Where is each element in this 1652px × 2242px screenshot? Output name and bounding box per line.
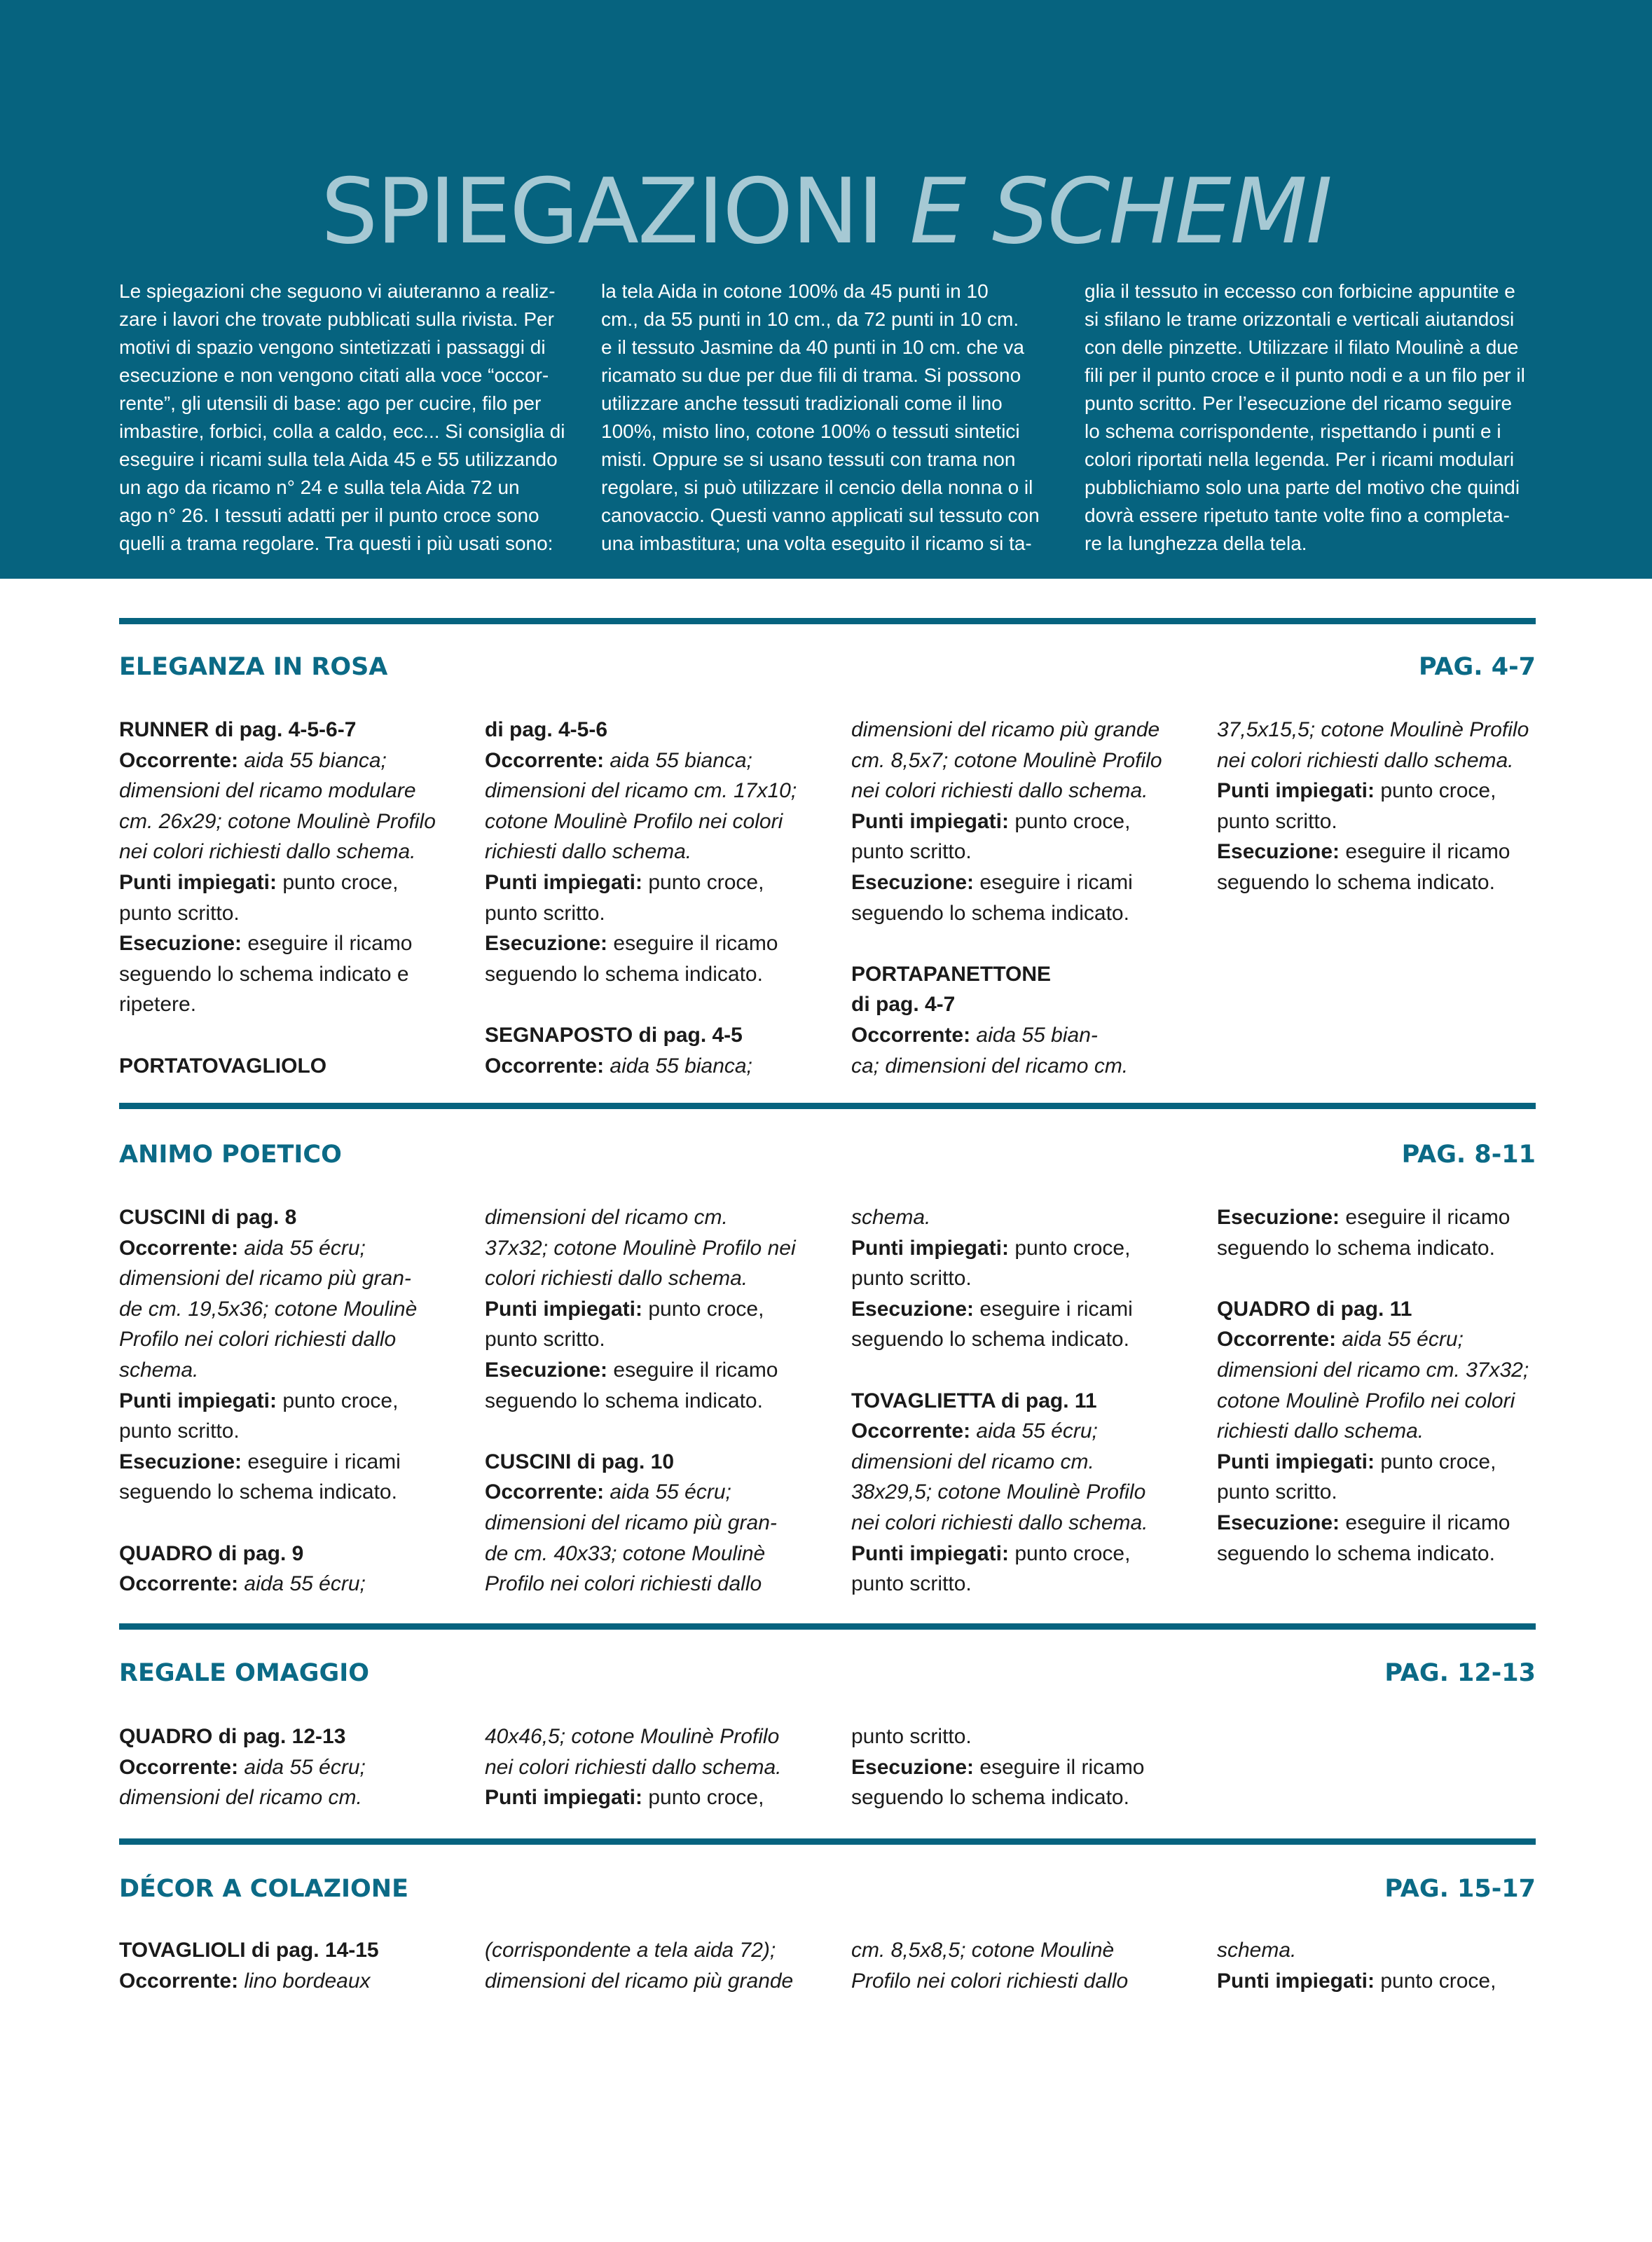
item-paragraph [119,1569,462,1600]
item-paragraph [851,867,1195,928]
section-column [1217,715,1560,898]
item-paragraph [1217,715,1560,776]
item-heading: QUADRO di pag. 11 [1217,1297,1412,1321]
field-label: Punti impiegati: [851,1541,1009,1565]
item-paragraph [851,1416,1195,1538]
item-paragraph [851,806,1195,867]
item-heading: di pag. 4-5-6 [485,718,608,741]
item-paragraph [119,928,462,1020]
item-paragraph [119,1752,462,1813]
section-column [851,715,1195,1081]
page-title [0,160,1652,265]
item-heading: PORTAPANETTONE di pag. 4-7 [851,962,1052,1017]
field-label: Esecuzione: [851,1755,975,1779]
item-paragraph [485,1051,828,1082]
section-column [1217,1202,1560,1569]
field-value: (corrispondente a tela aida 72); dimensioni del ricamo più grande [485,1939,794,1993]
field-label: Punti impiegati: [1217,779,1375,803]
intro-column-3: glia il tessuto in eccesso con forbicine appuntite e si sfilano le trame orizzontali e verticali aiutandosi con delle pinzette. Utilizzare il filato Moulinè a due fili per il punto croce e il punto nodi e a un filo per il punto scritto. Per l’esecuzione del ricamo seguire lo schema corrispondente, rispettando i punti e i colori riportati nella legenda. Per i ricami modulari pubblichiamo solo una parte del motivo che quindi dovrà essere ripetuto tante volte fino a completa- re la lunghezza della tela. [1085,280,1525,554]
spacer [485,1416,828,1447]
field-label: Punti impiegati: [485,870,642,894]
field-value: punto croce, punto scritto. [851,809,1131,864]
section-column [119,1935,462,1996]
field-value: punto croce, punto scritto. [485,1297,764,1352]
field-value: aida 55 écru; dimensioni del ricamo cm. [119,1755,366,1810]
section-page-ref: PAG. 12-13 [1384,1659,1536,1687]
field-value: aida 55 écru; dimensioni del ricamo cm. 37x32; cotone Moulinè Profilo nei colori richiesti dallo schema. [1217,1328,1529,1443]
field-label: Punti impiegati: [851,809,1009,833]
item-heading: RUNNER di pag. 4-5-6-7 [119,718,357,741]
section-column [851,1721,1195,1813]
field-value: aida 55 écru; dimensioni del ricamo più gran- de cm. 40x33; cotone Moulinè Profilo nei colori richiesti dallo [485,1480,777,1596]
section-divider [119,1623,1536,1630]
item-heading: QUADRO di pag. 9 [119,1541,304,1565]
intro-column-1: Le spiegazioni che seguono vi aiuteranno a realiz- zare i lavori che trovate pubblicati sulla rivista. Per motivi di spazio vengono sintetizzati i passaggi di esecuzione e non vengono citati alla voce “occor- rente”, gli utensili di base: ago per cucire, filo per imbastire, forbici, colla a caldo, ecc... Si consiglia di eseguire i ricami sulla tela Aida 45 e 55 utilizzando un ago da ricamo n° 24 e sulla tela Aida 72 un ago n° 26. I tessuti adatti per il punto croce sono quelli a trama regolare. Tra questi i più usati sono: [119,280,565,554]
section-column [851,1202,1195,1600]
item-paragraph [119,1233,462,1386]
item-heading: TOVAGLIOLI di pag. 14-15 [119,1939,379,1962]
field-value: aida 55 écru; [238,1572,366,1596]
field-label: Occorrente: [119,1236,239,1260]
section-title: ANIMO POETICO [119,1141,342,1169]
title-strong: SPIEGAZIONI [321,160,883,264]
spacer [485,989,828,1020]
field-value: lino bordeaux [238,1969,371,1993]
field-value: dimensioni del ricamo cm. 37x32; cotone Moulinè Profilo nei colori richiesti dallo schema. [485,1206,796,1291]
section-title: REGALE OMAGGIO [119,1659,369,1687]
item-paragraph [851,1935,1195,1996]
item-paragraph [851,1202,1195,1233]
field-value: eseguire il ricamo seguendo lo schema indicato. [485,932,778,986]
field-label: Punti impiegati: [1217,1450,1375,1473]
item-paragraph [119,745,462,867]
item-paragraph [851,1233,1195,1294]
section-title: DÉCOR A COLAZIONE [119,1875,408,1903]
item-paragraph [485,1721,828,1782]
field-label: Punti impiegati: [485,1297,642,1321]
section-column [485,1935,828,1996]
section-column [1217,1935,1560,1996]
item-heading: TOVAGLIETTA di pag. 11 [851,1389,1097,1412]
item-paragraph [851,715,1195,806]
field-value: aida 55 bian- ca; dimensioni del ricamo cm. [851,1023,1129,1078]
section-divider [119,618,1536,624]
spacer [851,1355,1195,1386]
field-label: Punti impiegati: [485,1786,642,1810]
field-label: Punti impiegati: [119,1389,277,1412]
spacer [851,928,1195,959]
item-heading: CUSCINI di pag. 8 [119,1206,297,1229]
field-label: Esecuzione: [1217,1511,1340,1534]
section-page-ref: PAG. 8-11 [1401,1141,1536,1169]
field-label: Occorrente: [485,1054,605,1078]
field-label: Occorrente: [485,1480,605,1504]
field-value: eseguire il ricamo seguendo lo schema indicato. [1217,1511,1510,1565]
field-value: dimensioni del ricamo più grande cm. 8,5x7; cotone Moulinè Profilo nei colori richiesti dallo schema. [851,718,1162,803]
item-paragraph [485,1782,828,1813]
field-value: eseguire il ricamo seguendo lo schema indicato. [485,1358,778,1412]
field-label: Punti impiegati: [1217,1969,1375,1993]
spacer [119,1508,462,1539]
section-title: ELEGANZA IN ROSA [119,653,388,681]
field-value: punto croce, punto scritto. [851,1236,1131,1291]
field-label: Esecuzione: [485,932,608,956]
spacer [119,1020,462,1051]
item-paragraph [851,1294,1195,1355]
spacer [1217,1263,1560,1294]
field-value: cm. 8,5x8,5; cotone Moulinè Profilo nei colori richiesti dallo [851,1939,1129,1993]
field-value: eseguire il ricamo seguendo lo schema indicato. [851,1755,1145,1810]
field-value: eseguire il ricamo seguendo lo schema indicato. [1217,840,1510,894]
field-value: aida 55 écru; dimensioni del ricamo cm. 38x29,5; cotone Moulinè Profilo nei colori richiesti dallo schema. [851,1419,1148,1534]
field-value: punto croce, [1375,1969,1496,1993]
item-heading: CUSCINI di pag. 10 [485,1450,675,1473]
item-paragraph [485,928,828,989]
intro-column-2: la tela Aida in cotone 100% da 45 punti in 10 cm., da 55 punti in 10 cm., da 72 punti in 10 cm. e il tessuto Jasmine da 40 punti in 10 cm. che va ricamato su due per due fili di trama. Si possono utilizzare anche tessuti tradizionali come il lino 100%, misto lino, cotone 100% o tessuti sintetici misti. Oppure se si usano tessuti con trama non regolare, si può utilizzare il cencio della nonna o il canovaccio. Questi vanno applicati sul tessuto con una imbastitura; una volta eseguito il ricamo si ta- [601,280,1040,554]
section-column [119,1721,462,1813]
section-column [485,1721,828,1813]
item-paragraph [851,1020,1195,1081]
item-heading: PORTATOVAGLIOLO [119,1054,327,1078]
item-paragraph [485,1477,828,1599]
field-value: schema. [1217,1939,1297,1962]
item-paragraph [1217,1447,1560,1508]
field-value: eseguire i ricami seguendo lo schema indicato. [851,870,1133,925]
item-paragraph [485,745,828,867]
field-label: Punti impiegati: [119,870,277,894]
item-paragraph [1217,1202,1560,1263]
field-label: Esecuzione: [1217,1206,1340,1229]
field-value: eseguire il ricamo seguendo lo schema indicato. [1217,1206,1510,1260]
section-column [851,1935,1195,1996]
field-value: aida 55 bianca; dimensioni del ricamo cm. 17x10; cotone Moulinè Profilo nei colori richiesti dallo schema. [485,748,797,864]
section-column [485,715,828,1081]
item-paragraph [1217,1966,1560,1997]
field-label: Esecuzione: [119,1450,242,1473]
item-paragraph [485,1355,828,1416]
title-light: E SCHEMI [909,160,1331,264]
field-label: Punti impiegati: [851,1236,1009,1260]
field-value: punto croce, punto scritto. [119,1389,399,1443]
field-value: eseguire il ricamo seguendo lo schema indicato e ripetere. [119,932,413,1017]
field-value: punto croce, punto scritto. [485,870,764,925]
header-banner [0,0,1652,579]
item-paragraph [485,1294,828,1355]
field-value: 40x46,5; cotone Moulinè Profilo nei colori richiesti dallo schema. [485,1725,782,1779]
field-label: Occorrente: [119,1969,239,1993]
item-paragraph [1217,837,1560,898]
item-paragraph [1217,776,1560,837]
item-paragraph [1217,1935,1560,1966]
field-label: Occorrente: [119,1755,239,1779]
item-paragraph [851,1539,1195,1600]
field-label: Occorrente: [851,1023,971,1047]
item-heading: SEGNAPOSTO di pag. 4-5 [485,1023,743,1047]
field-value: aida 55 bianca; [604,1054,752,1078]
field-value: eseguire i ricami seguendo lo schema indicato. [119,1450,401,1504]
section-divider [119,1838,1536,1845]
field-value: punto croce, punto scritto. [1217,1450,1496,1504]
item-paragraph [1217,1324,1560,1446]
field-label: Esecuzione: [485,1358,608,1382]
section-page-ref: PAG. 4-7 [1419,653,1536,681]
item-paragraph [119,867,462,928]
field-label: Esecuzione: [1217,840,1340,864]
field-label: Esecuzione: [851,1297,975,1321]
field-value: punto scritto. [851,1725,972,1748]
field-label: Occorrente: [119,748,239,772]
field-value: punto croce, [642,1786,764,1810]
field-value: punto croce, punto scritto. [1217,779,1496,833]
field-value: schema. [851,1206,931,1229]
field-value: aida 55 écru; dimensioni del ricamo più gran- de cm. 19,5x36; cotone Moulinè Profilo nei colori richiesti dallo schema. [119,1236,418,1382]
item-paragraph [485,1935,828,1996]
field-label: Occorrente: [1217,1328,1337,1352]
item-paragraph [119,1386,462,1447]
item-paragraph [485,867,828,928]
field-value: 37,5x15,5; cotone Moulinè Profilo nei colori richiesti dallo schema. [1217,718,1529,772]
field-value: aida 55 bianca; dimensioni del ricamo modulare cm. 26x29; cotone Moulinè Profilo nei colori richiesti dallo schema. [119,748,436,864]
field-label: Esecuzione: [851,870,975,894]
section-divider [119,1103,1536,1109]
field-label: Esecuzione: [119,932,242,956]
field-label: Occorrente: [119,1572,239,1596]
item-paragraph [851,1752,1195,1813]
item-paragraph [851,1721,1195,1752]
item-paragraph [1217,1508,1560,1569]
field-value: eseguire i ricami seguendo lo schema indicato. [851,1297,1133,1352]
section-column [119,715,462,1081]
field-value: punto croce, punto scritto. [119,870,399,925]
field-value: punto croce, punto scritto. [851,1541,1131,1596]
item-paragraph [485,1202,828,1294]
section-column [485,1202,828,1600]
item-paragraph [119,1966,462,1997]
item-heading: QUADRO di pag. 12-13 [119,1725,346,1748]
item-paragraph [119,1447,462,1508]
field-label: Occorrente: [485,748,605,772]
section-page-ref: PAG. 15-17 [1384,1875,1536,1903]
section-column [119,1202,462,1600]
field-label: Occorrente: [851,1419,971,1443]
